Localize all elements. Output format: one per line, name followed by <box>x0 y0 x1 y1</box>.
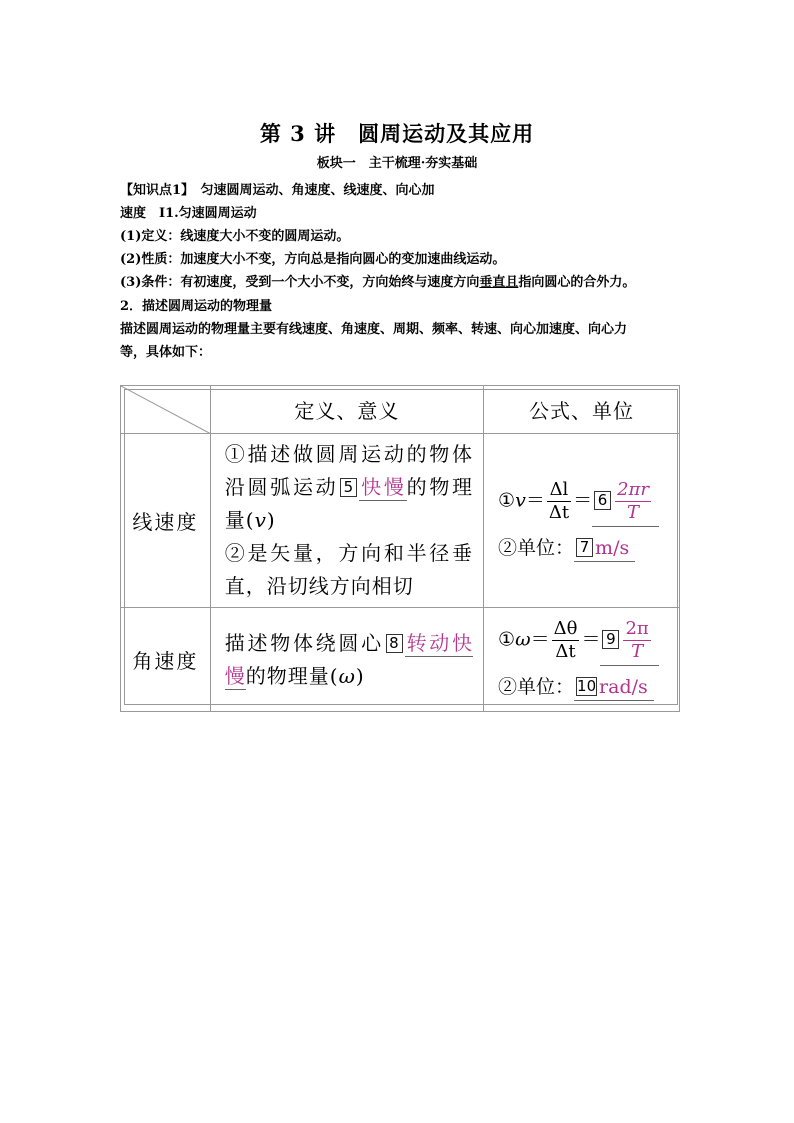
knowledge-point-heading: 【知识点1】 匀速圆周运动、角速度、线速度、向心加 <box>120 183 435 198</box>
page-title: 第 3 讲 圆周运动及其应用 <box>259 121 535 146</box>
fraction-denominator: Δt <box>548 502 570 523</box>
section-heading-2: 2．描述圆周运动的物理量 <box>120 299 273 314</box>
fraction-numerator: 2πr <box>617 479 649 500</box>
answer-text: 转动快慢 <box>224 630 474 688</box>
fraction-numerator: Δl <box>547 479 571 502</box>
intro-line: 描述圆周运动的物理量主要有线速度、角速度、周期、频率、转速、向心加速度、向心力 <box>120 322 628 337</box>
section-subtitle: 板块一 主干梳理·夯实基础 <box>316 156 478 171</box>
intro-line-cont: 等，具体如下： <box>120 345 212 360</box>
formula-prefix: ① <box>498 489 516 512</box>
equals-sign: ＝ <box>530 628 550 651</box>
definition-cell <box>210 608 483 712</box>
definition-line: (1)定义：线速度大小不变的圆周运动。 <box>120 229 350 244</box>
def-symbol: v <box>254 508 267 532</box>
header-definition: 定义、意义 <box>210 386 483 434</box>
formula-line <box>498 618 671 666</box>
answer-blank <box>600 618 658 666</box>
equals-sign: ＝ <box>525 489 545 512</box>
unit-line <box>498 533 671 562</box>
answer-box-number: 10 <box>577 677 597 695</box>
condition-text-underlined: 垂直且 <box>479 275 519 290</box>
unit-answer: m/s <box>595 537 630 559</box>
answer-box-number: 9 <box>602 630 619 649</box>
answer-box-number: 6 <box>594 491 611 510</box>
def-text: ①描述做圆周运动的物体沿圆弧运动 <box>224 442 474 499</box>
def-text: 描述物体绕圆心 <box>224 630 384 655</box>
answer-fraction <box>615 479 651 524</box>
answer-box-number: 7 <box>576 538 593 557</box>
def-text: ) <box>266 508 276 532</box>
diagonal-line <box>121 386 211 434</box>
formula-symbol: ω <box>515 628 531 651</box>
def-text: ) <box>355 663 365 688</box>
diagonal-header-cell <box>121 386 211 434</box>
formula-cell <box>484 434 680 608</box>
unit-line <box>498 672 671 701</box>
answer-text: 快慢 <box>359 475 407 499</box>
unit-answer: rad/s <box>599 676 648 698</box>
fraction-denominator: Δt <box>555 641 576 662</box>
row-label-angular-velocity: 角速度 <box>121 608 211 712</box>
fraction-denominator: T <box>631 641 644 662</box>
fraction <box>552 618 580 663</box>
answer-blank <box>574 676 654 701</box>
equals-sign: ＝ <box>581 628 601 651</box>
fraction <box>547 479 571 524</box>
definition-cell <box>210 434 483 608</box>
table-row <box>121 434 680 608</box>
fraction-numerator: 2π <box>625 618 649 639</box>
def-text: ②是矢量，方向和半径垂直，沿切线方向相切 <box>224 541 474 598</box>
condition-text-a: (3)条件：有初速度，受到一个大小不变，方向始终与速度方向 <box>120 275 480 290</box>
formula-cell <box>484 608 680 712</box>
answer-box-number: 5 <box>340 478 357 497</box>
table-row <box>121 608 680 712</box>
equals-sign: ＝ <box>573 489 593 512</box>
def-text: 的物理量( <box>224 475 474 532</box>
def-symbol: ω <box>338 663 356 688</box>
formula-symbol: v <box>515 489 526 512</box>
formula-prefix: ① <box>498 628 516 651</box>
fraction-denominator: T <box>627 502 640 523</box>
row-label-linear-velocity: 线速度 <box>121 434 211 608</box>
header-formula: 公式、单位 <box>484 386 680 434</box>
condition-line <box>120 271 635 290</box>
property-line: (2)性质：加速度大小不变，方向总是指向圆心的变加速曲线运动。 <box>120 252 506 267</box>
formula-line <box>498 479 671 527</box>
def-text: 的物理量( <box>245 663 339 688</box>
answer-box-number: 8 <box>386 634 403 653</box>
answer-blank <box>574 537 635 562</box>
physics-quantity-table <box>120 385 680 712</box>
answer-blank <box>592 479 659 527</box>
unit-label: ②单位： <box>498 676 575 698</box>
table-header-row <box>121 386 680 434</box>
answer-fraction <box>623 618 650 663</box>
condition-text-c: 指向圆心的合外力。 <box>518 275 636 290</box>
fraction-numerator: Δθ <box>553 618 578 639</box>
knowledge-point-heading-cont: 速度 Ⅰ1.匀速圆周运动 <box>120 206 257 221</box>
unit-label: ②单位： <box>498 537 575 559</box>
